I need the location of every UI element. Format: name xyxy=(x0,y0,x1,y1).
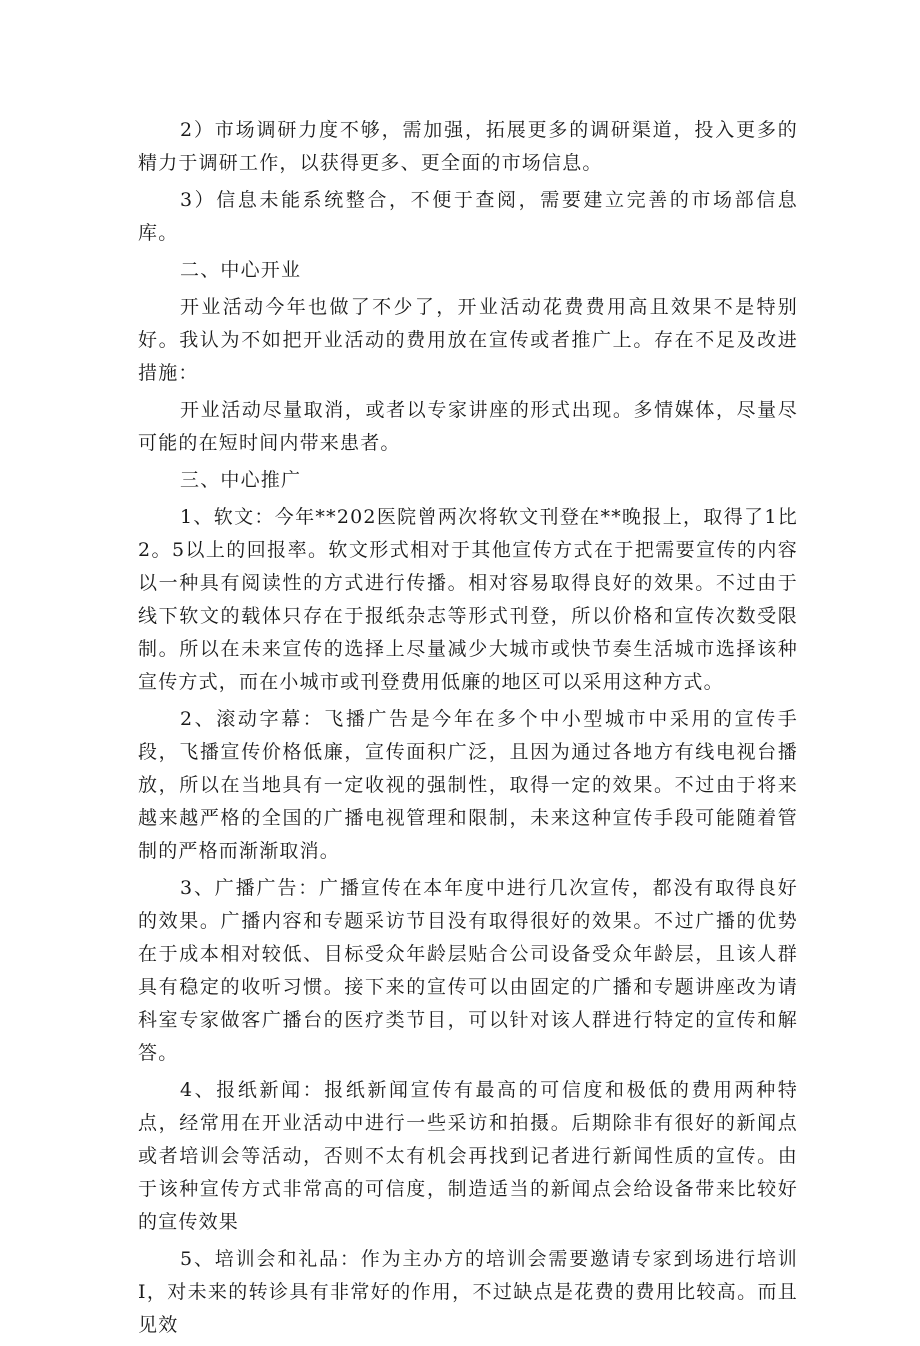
paragraph-scrolling-captions: 2、滚动字幕：飞播广告是今年在多个中小型城市中采用的宣传手段，飞播宣传价格低廉，宣传面积广泛，且因为通过各地方有线电视台播放，所以在当地具有一定收视的强制性，取得一定的效果。不过由于将来越来越严格的全国的广播电视管理和限制，未来这种宣传手段可能随着管制的严格而渐渐取消。 xyxy=(138,708,798,862)
paragraph-opening-activities: 开业活动今年也做了不少了，开业活动花费费用高且效果不是特别好。我认为不如把开业活动的费用放在宣传或者推广上。存在不足及改进措施： xyxy=(138,296,798,384)
paragraph-info-integration: 3）信息未能系统整合，不便于查阅，需要建立完善的市场部信息库。 xyxy=(138,189,798,244)
paragraph-radio-ads: 3、广播广告：广播宣传在本年度中进行几次宣传，都没有取得良好的效果。广播内容和专题采访节目没有取得很好的效果。不过广播的优势在于成本相对较低、目标受众年龄层贴合公司设备受众年龄层，且该人群具有稳定的收听习惯。接下来的宣传可以由固定的广播和专题讲座改为请科室专家做客广播台的医疗类节目，可以针对该人群进行特定的宣传和解答。 xyxy=(138,877,798,1064)
document-body xyxy=(138,114,798,1346)
paragraph-soft-articles: 1、软文：今年**202医院曾两次将软文刊登在**晚报上，取得了1比2。5以上的回报率。软文形式相对于其他宣传方式在于把需要宣传的内容以一种具有阅读性的方式进行传播。相对容易取得良好的效果。不过由于线下软文的载体只存在于报纸杂志等形式刊登，所以价格和宣传次数受限制。所以在未来宣传的选择上尽量减少大城市或快节奏生活城市选择该种宣传方式，而在小城市或刊登费用低廉的地区可以采用这种方式。 xyxy=(138,506,798,693)
section-heading-promotion: 三、中心推广 xyxy=(180,469,302,491)
paragraph-opening-improvement: 开业活动尽量取消，或者以专家讲座的形式出现。多情媒体，尽量尽可能的在短时间内带来患者。 xyxy=(138,399,798,454)
paragraph-newspaper-news: 4、报纸新闻：报纸新闻宣传有最高的可信度和极低的费用两种特点，经常用在开业活动中进行一些采访和拍摄。后期除非有很好的新闻点或者培训会等活动，否则不太有机会再找到记者进行新闻性质的宣传。由于该种宣传方式非常高的可信度，制造适当的新闻点会给设备带来比较好的宣传效果 xyxy=(138,1079,798,1233)
section-heading-opening: 二、中心开业 xyxy=(180,259,302,281)
paragraph-market-research: 2）市场调研力度不够，需加强，拓展更多的调研渠道，投入更多的精力于调研工作，以获得更多、更全面的市场信息。 xyxy=(138,119,798,174)
paragraph-training-gifts: 5、培训会和礼品：作为主办方的培训会需要邀请专家到场进行培训I，对未来的转诊具有非常好的作用，不过缺点是花费的费用比较高。而且见效 xyxy=(138,1248,798,1336)
